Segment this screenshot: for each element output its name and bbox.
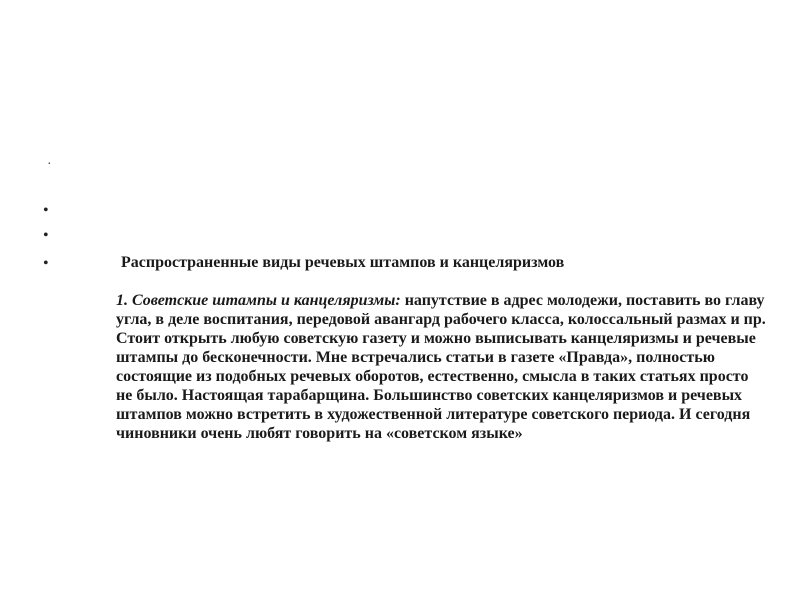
paragraph-text: напутствие в адрес молодежи, поставить во главу угла, в деле воспитания, передовой авангард рабочего класса, колоссальный размах и пр. Стоит открыть любую советскую газету и можно выписывать канцеляризмы и речевые штампы до бесконечности. Мне встречались статьи в газете «Правда», полностью состоящие из подобных речевых оборотов, естественно, смысла в таких статьях просто не было. Настоящая тарабарщина. Большинство советских канцеляризмов и речевых штампов можно встретить в художественной литературе советского периода. И сегодня чиновники очень любят говорить на «советском языке» — [116, 292, 766, 442]
bullet-3: • — [43, 255, 49, 272]
bullet-1: • — [43, 202, 49, 219]
body-paragraph — [116, 291, 766, 443]
bullet-2: • — [43, 227, 49, 244]
small-dot-marker: · — [47, 157, 52, 172]
slide-heading: Распространенные виды речевых штампов и канцеляризмов — [121, 254, 565, 271]
paragraph-lead: 1. Советские штампы и канцеляризмы: — [116, 292, 401, 309]
